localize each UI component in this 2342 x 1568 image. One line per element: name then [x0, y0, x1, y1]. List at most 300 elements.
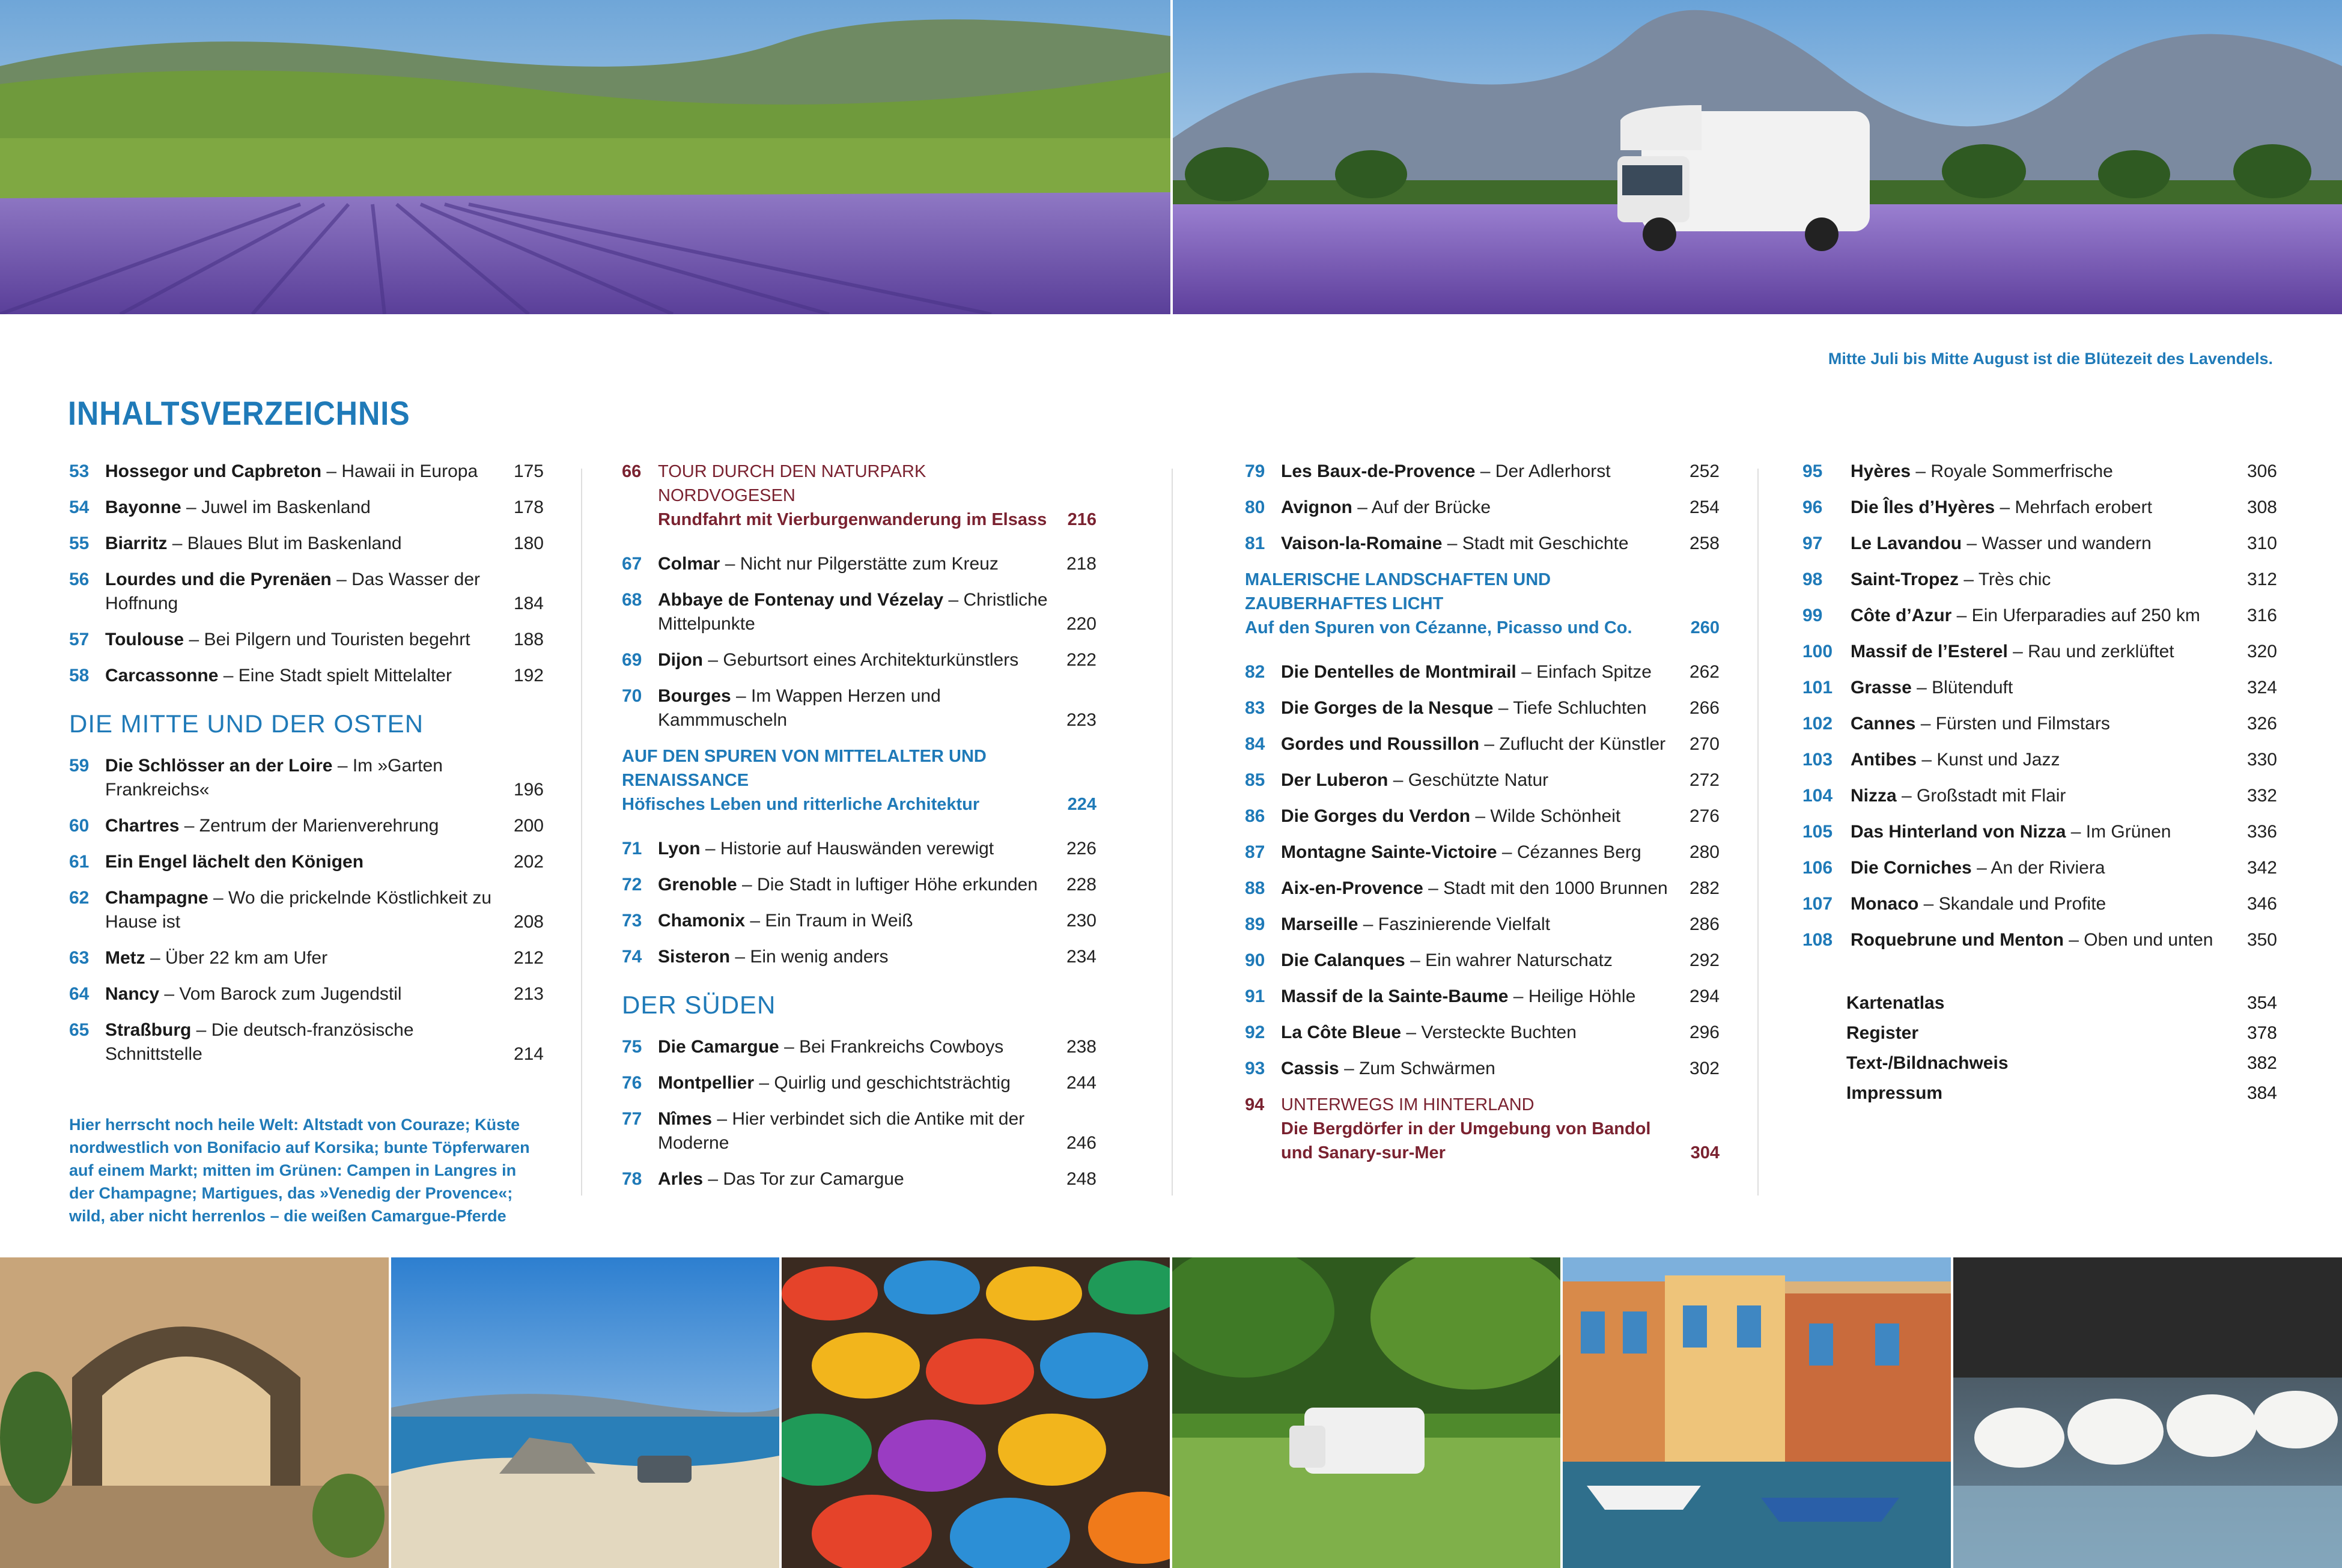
- page-number: 260: [1690, 618, 1720, 637]
- entry-number: 54: [69, 497, 90, 517]
- entry-text: [658, 909, 1051, 933]
- feature-subtitle: Rundfahrt mit Vierburgenwanderung im Elsass: [658, 510, 1047, 529]
- page-number: 252: [1689, 461, 1720, 481]
- entry-subtitle: – Einfach Spitze: [1516, 662, 1652, 682]
- entry-text: [1851, 496, 2232, 520]
- page-number: 332: [2246, 786, 2277, 806]
- entry-text: [105, 1018, 499, 1066]
- toc-entry[interactable]: [622, 1035, 1096, 1059]
- toc-entry[interactable]: [1245, 496, 1720, 520]
- entry-text: [105, 946, 499, 970]
- entry-text: [105, 982, 499, 1006]
- page-number: 218: [1066, 554, 1096, 574]
- entry-subtitle: – Großstadt mit Flair: [1896, 786, 2066, 806]
- entry-number: 102: [1802, 714, 1833, 734]
- toc-extra-entry[interactable]: [1846, 1078, 2277, 1108]
- page-number: 202: [513, 852, 544, 872]
- entry-text: [658, 945, 1051, 969]
- entry-text: [1851, 604, 2232, 628]
- entry-title: Straßburg: [105, 1020, 192, 1040]
- entry-subtitle: – Wilde Schönheit: [1470, 806, 1621, 826]
- page-number: 282: [1689, 878, 1720, 898]
- page-number: 248: [1066, 1169, 1096, 1189]
- entry-subtitle: – Ein Uferparadies auf 250 km: [1951, 606, 2200, 625]
- entry-text: [1281, 840, 1674, 865]
- toc-entry[interactable]: [69, 850, 544, 874]
- toc-entry[interactable]: [1245, 1021, 1720, 1045]
- entry-text: [658, 552, 1051, 576]
- page-number: 254: [1689, 497, 1720, 517]
- entry-number: 91: [1245, 986, 1265, 1006]
- entry-text: [658, 1107, 1051, 1155]
- entry-subtitle: – Wo die prickelnde Köstlichkeit zu Hause ist: [105, 888, 492, 932]
- entry-subtitle: – Wasser und wandern: [1962, 533, 2152, 553]
- entry-title: Antibes: [1851, 750, 1917, 770]
- page-number: 266: [1689, 698, 1720, 718]
- page-number: 330: [2246, 750, 2277, 770]
- entry-subtitle: – Très chic: [1959, 570, 2051, 589]
- toc-entry[interactable]: [1802, 892, 2277, 916]
- toc-entry[interactable]: [622, 837, 1096, 861]
- entry-number: 101: [1802, 678, 1833, 697]
- entry-title: Chamonix: [658, 911, 746, 931]
- entry-number: 107: [1802, 894, 1833, 914]
- entry-number: 56: [69, 570, 90, 589]
- entry-number: 78: [622, 1169, 642, 1189]
- entry-text: [1281, 985, 1674, 1009]
- entry-title: Grenoble: [658, 875, 737, 895]
- toc-entry[interactable]: [1245, 732, 1720, 756]
- entry-text: [1281, 460, 1674, 484]
- entry-text: [1851, 712, 2232, 736]
- page-number: 208: [513, 912, 544, 932]
- entry-text: [1851, 532, 2232, 556]
- toc-entry[interactable]: [1245, 1057, 1720, 1081]
- entry-subtitle: – Historie auf Hauswänden verewigt: [700, 839, 994, 858]
- page-number: 276: [1689, 806, 1720, 826]
- entry-number: 57: [69, 630, 90, 649]
- page-number: 296: [1689, 1023, 1720, 1042]
- bottom-photos-caption: Hier herrscht noch heile Welt: Altstadt von Couraze; Küste nordwestlich von Bonifacio auf Korsika; bunte Töpferwaren auf einem Markt; mitten im Grünen: Campen in Langres in der Champagne; Martigues, das »Venedig der Provence«; wild, aber nicht herrenlos – die weißen Camargue-Pferde: [69, 1116, 530, 1225]
- toc-entries-4: [1802, 460, 2277, 952]
- entry-title: Massif de l’Esterel: [1851, 642, 2008, 661]
- entry-title: Lourdes und die Pyrenäen: [105, 570, 332, 589]
- page-number: 184: [513, 594, 544, 613]
- entry-text: [1851, 460, 2232, 484]
- entry-number: 55: [69, 533, 90, 553]
- entry-title: Nizza: [1851, 786, 1897, 806]
- entry-title: La Côte Bleue: [1281, 1023, 1402, 1042]
- page-number: 304: [1690, 1143, 1720, 1162]
- entry-number: 63: [69, 948, 90, 968]
- entry-title: Toulouse: [105, 630, 184, 649]
- page-number: 336: [2246, 822, 2277, 842]
- page-number: 230: [1066, 911, 1096, 931]
- entry-title: Colmar: [658, 554, 720, 574]
- toc-column-3: [1245, 460, 1720, 1179]
- entry-number: 96: [1802, 497, 1823, 517]
- page-title: INHALTSVERZEICHNIS: [68, 394, 410, 432]
- column-divider: [1757, 469, 1759, 1196]
- toc-entry[interactable]: [622, 873, 1096, 897]
- entry-subtitle: – Die deutsch-französische Schnittstelle: [105, 1020, 414, 1064]
- entry-text: [1281, 696, 1674, 720]
- toc-entry[interactable]: [1802, 640, 2277, 664]
- page-number: 178: [513, 497, 544, 517]
- entry-text: [658, 684, 1051, 732]
- entry-subtitle: – Die Stadt in luftiger Höhe erkunden: [737, 875, 1038, 895]
- entry-text: [658, 648, 1051, 672]
- entry-title: Metz: [105, 948, 145, 968]
- feature-entry-hinterland[interactable]: [1245, 1093, 1720, 1165]
- entry-title: Montagne Sainte-Victoire: [1281, 842, 1497, 862]
- toc-column-4: [1802, 460, 2277, 1108]
- toc-entry[interactable]: [1245, 804, 1720, 828]
- toc-entry[interactable]: [622, 945, 1096, 969]
- entry-text: [658, 1167, 1051, 1191]
- entry-subtitle: – Stadt mit den 1000 Brunnen: [1423, 878, 1668, 898]
- page-number: 244: [1066, 1073, 1096, 1093]
- entry-subtitle: – Ein wenig anders: [730, 947, 889, 967]
- entry-number: 61: [69, 852, 90, 872]
- entry-title: Abbaye de Fontenay und Vézelay: [658, 590, 944, 610]
- page-number: 246: [1066, 1133, 1096, 1153]
- entry-subtitle: – Versteckte Buchten: [1401, 1023, 1577, 1042]
- entry-text: [105, 568, 499, 616]
- entry-number: 59: [69, 756, 90, 776]
- section-heading-sueden: DER SÜDEN: [622, 991, 776, 1019]
- entry-text: [1851, 928, 2232, 952]
- feature-subtitle: Auf den Spuren von Cézanne, Picasso und Co.: [1245, 618, 1632, 637]
- toc-entry[interactable]: [1245, 877, 1720, 901]
- page-number: 226: [1066, 839, 1096, 858]
- column-divider: [581, 469, 582, 1196]
- toc-entry[interactable]: [69, 496, 544, 520]
- toc-entry[interactable]: [622, 648, 1096, 672]
- entry-title: Les Baux-de-Provence: [1281, 461, 1476, 481]
- photo-pottery-market: [782, 1257, 1170, 1568]
- entry-number: 66: [622, 462, 642, 481]
- entry-title: Bayonne: [105, 497, 181, 517]
- toc-entry[interactable]: [1802, 676, 2277, 700]
- entry-title: Dijon: [658, 650, 703, 670]
- toc-entry[interactable]: [1802, 604, 2277, 628]
- entry-text: [658, 837, 1051, 861]
- page-number: 238: [1066, 1037, 1096, 1057]
- entry-subtitle: – Blütenduft: [1911, 678, 2013, 697]
- toc-entry[interactable]: [69, 460, 544, 484]
- entry-number: 77: [622, 1109, 642, 1129]
- entry-text: [1281, 532, 1674, 556]
- entry-number: 95: [1802, 461, 1823, 481]
- entry-title: Champagne: [105, 888, 208, 908]
- entry-title: Die Calanques: [1281, 950, 1405, 970]
- photo-camping-langres: [1172, 1257, 1560, 1568]
- toc-extra-entry[interactable]: [1846, 1048, 2277, 1078]
- entry-subtitle: – Blaues Blut im Baskenland: [167, 533, 402, 553]
- entry-subtitle: – Kunst und Jazz: [1917, 750, 2060, 770]
- entry-title: Vaison-la-Romaine: [1281, 533, 1443, 553]
- entry-subtitle: – Stadt mit Geschichte: [1442, 533, 1629, 553]
- entry-text: [1851, 892, 2232, 916]
- entry-title: Cassis: [1281, 1059, 1339, 1078]
- photo-camargue-horses: [1953, 1257, 2342, 1568]
- page-number: 220: [1066, 614, 1096, 634]
- entry-number: 106: [1802, 858, 1833, 878]
- page-number: 346: [2246, 894, 2277, 914]
- entry-number: 94: [1245, 1095, 1265, 1114]
- toc-entry[interactable]: [622, 1071, 1096, 1095]
- entry-number: 103: [1802, 750, 1833, 770]
- entry-title: Gordes und Roussillon: [1281, 734, 1480, 754]
- toc-entry[interactable]: [1245, 532, 1720, 556]
- toc-entry[interactable]: [1802, 568, 2277, 592]
- entry-text: [105, 850, 499, 874]
- page-number: 175: [513, 461, 544, 481]
- entry-number: 88: [1245, 878, 1265, 898]
- entry-title: Ein Engel lächelt den Königen: [105, 852, 364, 872]
- entry-number: 58: [69, 666, 90, 685]
- entry-text: [105, 664, 499, 688]
- entry-number: 69: [622, 650, 642, 670]
- page-number: 292: [1689, 950, 1720, 970]
- entry-subtitle: – Fürsten und Filmstars: [1915, 714, 2110, 734]
- entry-number: 73: [622, 911, 642, 931]
- entry-title: Das Hinterland von Nizza: [1851, 822, 2066, 842]
- toc-entry[interactable]: [69, 664, 544, 688]
- entry-text: [1281, 804, 1674, 828]
- toc-entry[interactable]: [1245, 696, 1720, 720]
- entry-text: [1281, 949, 1674, 973]
- toc-extras: [1802, 988, 2277, 1108]
- toc-entry[interactable]: [1802, 784, 2277, 808]
- toc-entry[interactable]: [1245, 913, 1720, 937]
- toc-entry[interactable]: [1802, 820, 2277, 844]
- entry-subtitle: – Im Grünen: [2066, 822, 2171, 842]
- toc-entry[interactable]: [1245, 460, 1720, 484]
- column-divider: [1172, 469, 1173, 1196]
- entry-subtitle: – Rau und zerklüftet: [2007, 642, 2174, 661]
- toc-entry[interactable]: [1802, 928, 2277, 952]
- entry-title: Sisteron: [658, 947, 731, 967]
- toc-entry[interactable]: [69, 568, 544, 616]
- entry-title: Nancy: [105, 984, 160, 1004]
- feature-entry-nordvogesen[interactable]: [622, 460, 1096, 532]
- toc-extra-entry[interactable]: [1846, 988, 2277, 1018]
- entry-title: Register: [1846, 1023, 1919, 1043]
- entry-number: 108: [1802, 930, 1833, 950]
- toc-entry[interactable]: [622, 552, 1096, 576]
- toc-entry[interactable]: [69, 886, 544, 934]
- entry-title: Impressum: [1846, 1083, 1943, 1103]
- toc-entry[interactable]: [1245, 949, 1720, 973]
- toc-entry[interactable]: [1245, 840, 1720, 865]
- page-number: 326: [2246, 714, 2277, 734]
- page-number: 350: [2246, 930, 2277, 950]
- toc-entry[interactable]: [69, 754, 544, 802]
- entry-title: Cannes: [1851, 714, 1916, 734]
- entry-text: [658, 873, 1051, 897]
- page-number: 234: [1066, 947, 1096, 967]
- page-number: 316: [2246, 606, 2277, 625]
- entry-number: 97: [1802, 533, 1823, 553]
- top-photo-caption: Mitte Juli bis Mitte August ist die Blütezeit des Lavendels.: [1828, 350, 2273, 368]
- entry-subtitle: – Geschützte Natur: [1388, 770, 1549, 790]
- toc-entry[interactable]: [69, 628, 544, 652]
- entry-subtitle: – Im »Garten Frankreichs«: [105, 756, 443, 800]
- entry-title: Bourges: [658, 686, 731, 706]
- entry-subtitle: – Vom Barock zum Jugendstil: [159, 984, 402, 1004]
- entry-text: [105, 532, 499, 556]
- toc-entry[interactable]: [622, 588, 1096, 636]
- toc-column-2: [622, 460, 1096, 1203]
- entry-subtitle: – Ein Traum in Weiß: [745, 911, 913, 931]
- entry-title: Avignon: [1281, 497, 1352, 517]
- entry-title: Nîmes: [658, 1109, 713, 1129]
- toc-entry[interactable]: [1802, 712, 2277, 736]
- entry-number: 80: [1245, 497, 1265, 517]
- entry-title: Monaco: [1851, 894, 1919, 914]
- toc-entry[interactable]: [69, 946, 544, 970]
- page-number: 324: [2246, 678, 2277, 697]
- entry-subtitle: – Auf der Brücke: [1352, 497, 1491, 517]
- entry-title: Lyon: [658, 839, 701, 858]
- toc-entry[interactable]: [622, 1107, 1096, 1155]
- entry-number: 68: [622, 590, 642, 610]
- page-number: 294: [1689, 986, 1720, 1006]
- entry-subtitle: – Das Tor zur Camargue: [703, 1169, 904, 1189]
- entry-title: Die Gorges de la Nesque: [1281, 698, 1494, 718]
- entry-title: Die Camargue: [658, 1037, 779, 1057]
- feature-entry-mittelalter[interactable]: [622, 744, 1096, 816]
- entry-title: Biarritz: [105, 533, 168, 553]
- toc-entry[interactable]: [69, 814, 544, 838]
- entry-title: Roquebrune und Menton: [1851, 930, 2064, 950]
- toc-entries-1a: [69, 460, 544, 688]
- toc-entry[interactable]: [622, 1167, 1096, 1191]
- entry-subtitle: – Heilige Höhle: [1508, 986, 1636, 1006]
- toc-entry[interactable]: [69, 1018, 544, 1066]
- page-number: 188: [513, 630, 544, 649]
- entry-text: [105, 886, 499, 934]
- entry-subtitle: – Mehrfach erobert: [1995, 497, 2152, 517]
- toc-entry[interactable]: [622, 684, 1096, 732]
- entry-number: 100: [1802, 642, 1833, 661]
- entry-text: [1851, 568, 2232, 592]
- toc-entry[interactable]: [1245, 768, 1720, 792]
- entry-number: 85: [1245, 770, 1265, 790]
- feature-title: UNTERWEGS IM HINTERLAND: [1281, 1095, 1534, 1114]
- page-number: 223: [1066, 710, 1096, 730]
- entry-number: 98: [1802, 570, 1823, 589]
- entry-subtitle: – Zentrum der Marienverehrung: [179, 816, 439, 836]
- page-number: 212: [513, 948, 544, 968]
- entry-number: 83: [1245, 698, 1265, 718]
- entry-text: [1281, 496, 1674, 520]
- entry-subtitle: – Christliche Mittelpunkte: [658, 590, 1048, 634]
- entry-subtitle: – Bei Frankreichs Cowboys: [779, 1037, 1004, 1057]
- toc-entry[interactable]: [69, 532, 544, 556]
- entry-number: 93: [1245, 1059, 1265, 1078]
- entry-number: 76: [622, 1073, 642, 1093]
- entry-subtitle: – Das Wasser der Hoffnung: [105, 570, 481, 613]
- toc-entry[interactable]: [1245, 985, 1720, 1009]
- entry-subtitle: – Royale Sommerfrische: [1911, 461, 2113, 481]
- toc-extra-entry[interactable]: [1846, 1018, 2277, 1048]
- page-number: 310: [2246, 533, 2277, 553]
- page-number: 200: [513, 816, 544, 836]
- toc-entry[interactable]: [69, 982, 544, 1006]
- entry-number: 70: [622, 686, 642, 706]
- entry-subtitle: – Zum Schwärmen: [1339, 1059, 1495, 1078]
- entry-title: Côte d’Azur: [1851, 606, 1952, 625]
- entry-title: Der Luberon: [1281, 770, 1388, 790]
- page-number: 216: [1067, 510, 1096, 529]
- toc-entries-2c: [622, 1035, 1096, 1191]
- entry-number: 71: [622, 839, 642, 858]
- page-number: 222: [1066, 650, 1096, 670]
- toc-entry[interactable]: [1802, 460, 2277, 484]
- entry-text: [1851, 820, 2232, 844]
- entry-text: [1281, 768, 1674, 792]
- entry-subtitle: – Hawaii in Europa: [321, 461, 478, 481]
- entry-text: [105, 628, 499, 652]
- page-number: 280: [1689, 842, 1720, 862]
- entry-title: Grasse: [1851, 678, 1912, 697]
- entry-number: 67: [622, 554, 642, 574]
- toc-entry[interactable]: [1802, 748, 2277, 772]
- entry-number: 72: [622, 875, 642, 895]
- toc-entry[interactable]: [1802, 532, 2277, 556]
- entry-number: 79: [1245, 461, 1265, 481]
- page-number: 342: [2246, 858, 2277, 878]
- feature-title: AUF DEN SPUREN VON MITTELALTER UND RENAISSANCE: [622, 747, 987, 790]
- toc-entries-3b: [1245, 660, 1720, 1081]
- page-number: 384: [2246, 1083, 2277, 1103]
- toc-column-1: [69, 460, 544, 1078]
- section-heading-mitte-osten: DIE MITTE UND DER OSTEN: [69, 710, 424, 738]
- entry-title: Kartenatlas: [1846, 993, 1945, 1013]
- entry-text: [1281, 660, 1674, 684]
- toc-entry[interactable]: [622, 909, 1096, 933]
- entry-subtitle: – Juwel im Baskenland: [181, 497, 371, 517]
- entry-subtitle: – Nicht nur Pilgerstätte zum Kreuz: [720, 554, 999, 574]
- entry-text: [1281, 732, 1674, 756]
- entry-subtitle: – Cézannes Berg: [1497, 842, 1641, 862]
- entry-number: 81: [1245, 533, 1265, 553]
- entry-title: Carcassonne: [105, 666, 219, 685]
- entry-text: [1281, 877, 1674, 901]
- page-number: 302: [1689, 1059, 1720, 1078]
- entry-text: [658, 1071, 1051, 1095]
- page-number: 262: [1689, 662, 1720, 682]
- entry-title: Massif de la Sainte-Baume: [1281, 986, 1509, 1006]
- page-number: 308: [2246, 497, 2277, 517]
- photo-corsica-coast: [391, 1257, 779, 1568]
- entry-title: Marseille: [1281, 914, 1358, 934]
- toc-entry[interactable]: [1802, 496, 2277, 520]
- toc-entries-2a: [622, 552, 1096, 732]
- entry-number: 92: [1245, 1023, 1265, 1042]
- entry-subtitle: – Über 22 km am Ufer: [145, 948, 328, 968]
- toc-entry[interactable]: [1245, 660, 1720, 684]
- toc-entry[interactable]: [1802, 856, 2277, 880]
- entry-title: Die Corniches: [1851, 858, 1972, 878]
- page-number: 214: [513, 1044, 544, 1064]
- entry-title: Die Gorges du Verdon: [1281, 806, 1471, 826]
- page-number: 270: [1689, 734, 1720, 754]
- feature-entry-malerische-landschaften[interactable]: [1245, 568, 1720, 640]
